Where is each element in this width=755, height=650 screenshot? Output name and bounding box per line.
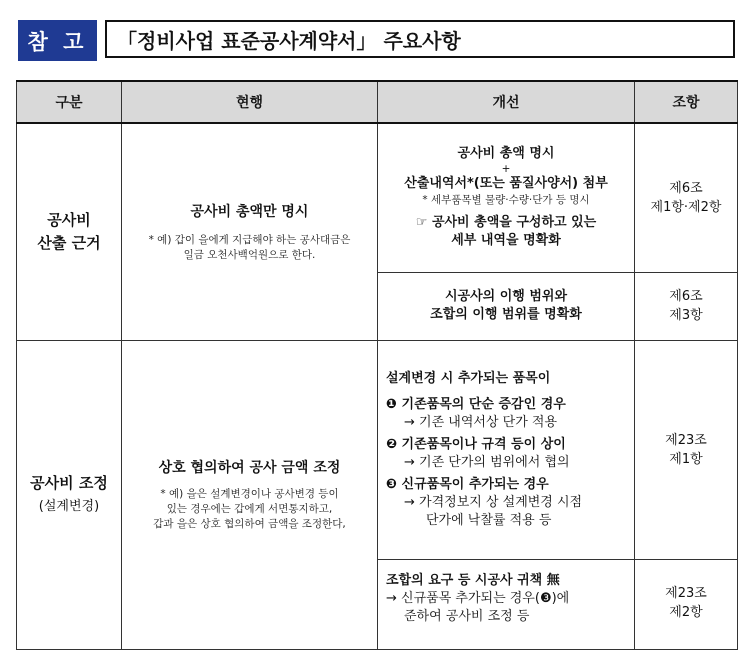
article-line: 제1항 (669, 451, 703, 467)
current-main: 공사비 총액만 명시 (190, 203, 309, 220)
current-note: 있는 경우에는 갑에게 서면통지하고, (166, 503, 333, 515)
improvement-cell (378, 123, 635, 272)
table-row (17, 123, 738, 272)
improvement-sub: 준하여 공사비 조정 등 (404, 608, 530, 624)
article-line: 제2항 (669, 604, 703, 620)
improvement-cell (378, 559, 635, 649)
improvement-item: ❶ 기존품목의 단순 증감인 경우 (386, 396, 566, 412)
improvement-sub: → 가격정보지 상 설계변경 시점 (404, 494, 583, 510)
category-cell (17, 340, 122, 649)
current-main: 상호 협의하여 공사 금액 조정 (158, 460, 341, 476)
article-line: 제23조 (665, 585, 707, 601)
document-title (105, 20, 735, 58)
improvement-item: ❷ 기존품목이나 규격 등이 상이 (386, 436, 566, 452)
improvement-line: 공사비 총액 명시 (457, 146, 555, 162)
document-title-text: 「정비사업 표준공사계약서」 주요사항 (117, 28, 461, 53)
article-line: 제6조 (669, 180, 703, 196)
column-header-article: 조항 (635, 81, 738, 123)
improvement-arrow-line: 세부 내역을 명확화 (451, 233, 561, 249)
article-cell (635, 340, 738, 559)
article-cell (635, 559, 738, 649)
table-header-row (17, 81, 738, 123)
improvement-cell (378, 272, 635, 340)
column-header-improvement: 개선 (378, 81, 635, 123)
current-note: 갑과 을은 상호 협의하여 금액을 조정한다, (153, 518, 346, 530)
improvement-line: 조합의 이행 범위를 명확화 (430, 307, 582, 322)
column-header-current: 현행 (122, 81, 378, 123)
category-cell (17, 123, 122, 340)
article-cell (635, 123, 738, 272)
article-line: 제6조 (669, 289, 703, 304)
improvement-cell (378, 340, 635, 559)
improvement-sub: → 기존 단가의 범위에서 협의 (404, 454, 570, 470)
category-line: 공사비 조정 (30, 473, 108, 492)
improvement-item: ❸ 신규품목이 추가되는 경우 (386, 476, 549, 492)
improvement-sub: → 기존 내역서상 단가 적용 (404, 414, 558, 430)
current-cell (122, 123, 378, 340)
category-line: 공사비 (47, 210, 91, 229)
improvement-sub: → 신규품목 추가되는 경우(❸)에 (386, 590, 570, 606)
improvement-line: 산출내역서*(또는 품질사양서) 첨부 (404, 176, 608, 192)
article-line: 제1항·제2항 (650, 199, 722, 215)
current-note: * 예) 을은 설계변경이나 공사변경 등이 (160, 488, 339, 500)
current-note: * 예) 갑이 을에게 지급해야 하는 공사대금은 (148, 233, 351, 246)
article-line: 제23조 (665, 432, 707, 448)
improvement-arrow-line: ☞ 공사비 총액을 구성하고 있는 (415, 215, 597, 231)
improvement-sub: 단가에 낙찰률 적용 등 (426, 512, 552, 528)
column-header-category: 구분 (17, 81, 122, 123)
current-note: 일금 오천사백억원으로 한다. (183, 248, 316, 261)
improvement-heading: 설계변경 시 추가되는 품목이 (386, 370, 551, 386)
comparison-table (16, 80, 738, 650)
improvement-note: * 세부품목별 물량·수량·단가 등 명시 (422, 194, 590, 207)
article-line: 제3항 (669, 308, 703, 323)
improvement-heading: 조합의 요구 등 시공사 귀책 無 (386, 572, 560, 588)
current-cell (122, 340, 378, 649)
article-cell (635, 272, 738, 340)
reference-badge: 참 고 (18, 20, 97, 61)
improvement-line: 시공사의 이행 범위와 (444, 289, 568, 304)
table-row (17, 340, 738, 559)
category-line: (설계변경) (38, 498, 100, 514)
category-line: 산출 근거 (37, 233, 101, 252)
plus-sign: + (501, 163, 511, 176)
